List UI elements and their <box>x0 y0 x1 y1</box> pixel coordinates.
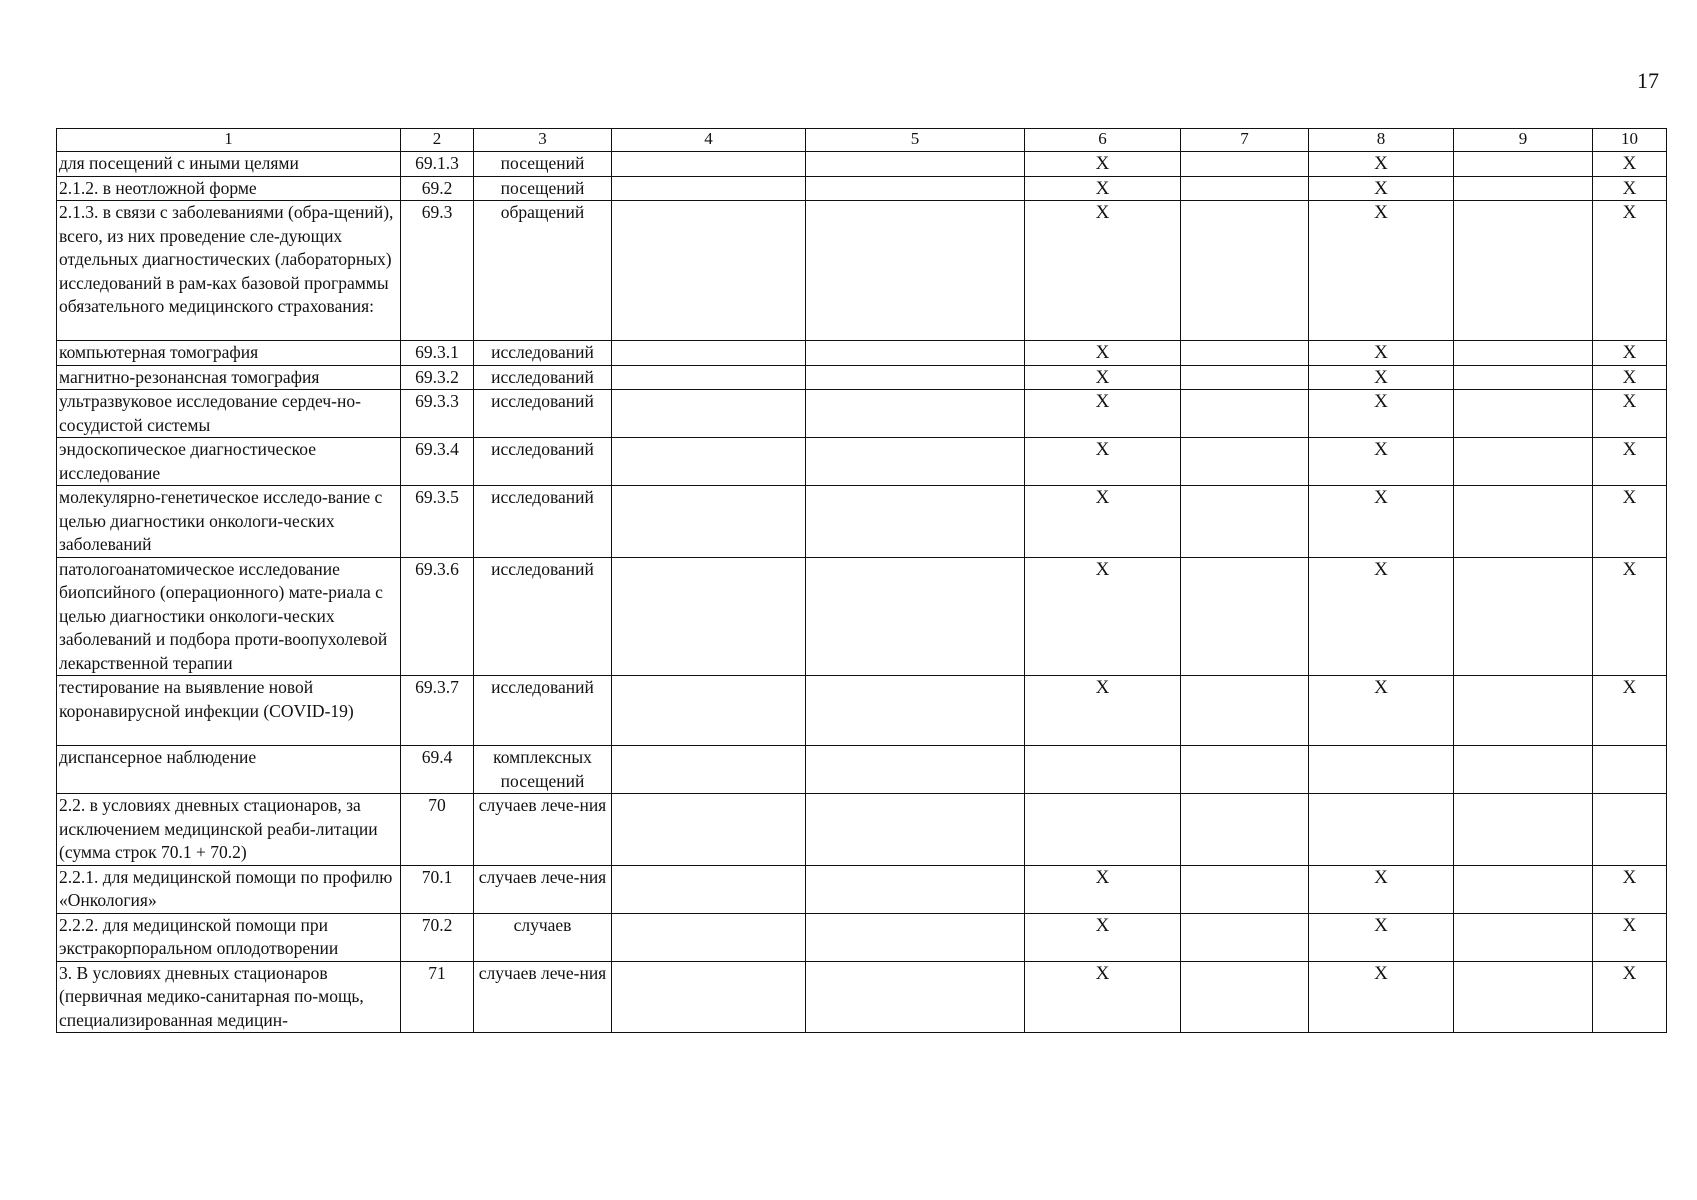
cell-name: 2.2.2. для медицинской помощи при экстракорпоральном оплодотворении <box>57 913 401 961</box>
cell-name: диспансерное наблюдение <box>57 746 401 794</box>
cell-unit: исследований <box>474 341 612 366</box>
cell-unit: исследований <box>474 676 612 746</box>
cell-col8: X <box>1309 486 1454 558</box>
cell-col5 <box>806 390 1025 438</box>
cell-col10 <box>1593 746 1667 794</box>
column-header-9: 9 <box>1454 129 1593 152</box>
cell-col7 <box>1181 746 1309 794</box>
cell-col7 <box>1181 365 1309 390</box>
cell-col8: X <box>1309 913 1454 961</box>
cell-code: 70 <box>401 794 474 866</box>
cell-col4 <box>612 746 806 794</box>
table-row <box>57 176 1667 201</box>
cell-col6: X <box>1025 201 1181 341</box>
column-header-7: 7 <box>1181 129 1309 152</box>
table-body <box>57 152 1667 1033</box>
cell-col8: X <box>1309 390 1454 438</box>
cell-code: 69.3.7 <box>401 676 474 746</box>
cell-unit: посещений <box>474 176 612 201</box>
cell-col10: X <box>1593 438 1667 486</box>
cell-col10: X <box>1593 865 1667 913</box>
cell-unit: посещений <box>474 152 612 177</box>
cell-col9 <box>1454 365 1593 390</box>
cell-col9 <box>1454 201 1593 341</box>
cell-col10: X <box>1593 390 1667 438</box>
cell-code: 69.3.1 <box>401 341 474 366</box>
table-row <box>57 676 1667 746</box>
cell-col9 <box>1454 438 1593 486</box>
cell-col6: X <box>1025 438 1181 486</box>
cell-code: 69.3 <box>401 201 474 341</box>
cell-col7 <box>1181 341 1309 366</box>
cell-col10 <box>1593 794 1667 866</box>
cell-unit: случаев лече-ния <box>474 961 612 1033</box>
cell-col5 <box>806 201 1025 341</box>
cell-col4 <box>612 176 806 201</box>
cell-col5 <box>806 794 1025 866</box>
cell-col8: X <box>1309 557 1454 676</box>
cell-col5 <box>806 961 1025 1033</box>
cell-col9 <box>1454 961 1593 1033</box>
cell-unit: обращений <box>474 201 612 341</box>
column-header-1: 1 <box>57 129 401 152</box>
cell-col9 <box>1454 746 1593 794</box>
cell-unit: исследований <box>474 365 612 390</box>
cell-code: 69.3.6 <box>401 557 474 676</box>
cell-col6 <box>1025 794 1181 866</box>
cell-col5 <box>806 486 1025 558</box>
cell-name: 3. В условиях дневных стационаров (первичная медико-санитарная по-мощь, специализированная медицин- <box>57 961 401 1033</box>
page-number: 17 <box>1637 68 1659 93</box>
cell-col9 <box>1454 152 1593 177</box>
cell-name: для посещений с иными целями <box>57 152 401 177</box>
cell-col6: X <box>1025 486 1181 558</box>
cell-name: 2.1.2. в неотложной форме <box>57 176 401 201</box>
cell-col7 <box>1181 176 1309 201</box>
cell-col9 <box>1454 486 1593 558</box>
cell-name: 2.1.3. в связи с заболеваниями (обра-щений), всего, из них проведение сле-дующих отдельных диагностических (лабораторных) исследований в рам-ках базовой программы обязательного медицинского страхования: <box>57 201 401 341</box>
cell-col5 <box>806 865 1025 913</box>
cell-unit: комплексных посещений <box>474 746 612 794</box>
cell-col8: X <box>1309 365 1454 390</box>
cell-name: эндоскопическое диагностическое исследование <box>57 438 401 486</box>
cell-col4 <box>612 676 806 746</box>
cell-col4 <box>612 201 806 341</box>
table-row <box>57 486 1667 558</box>
cell-col5 <box>806 913 1025 961</box>
column-header-6: 6 <box>1025 129 1181 152</box>
cell-col10: X <box>1593 176 1667 201</box>
cell-col7 <box>1181 390 1309 438</box>
cell-name: 2.2. в условиях дневных стационаров, за исключением медицинской реаби-литации (сумма строк 70.1 + 70.2) <box>57 794 401 866</box>
cell-col8 <box>1309 746 1454 794</box>
cell-unit: исследований <box>474 390 612 438</box>
cell-col10: X <box>1593 961 1667 1033</box>
cell-unit: исследований <box>474 438 612 486</box>
cell-col9 <box>1454 794 1593 866</box>
cell-col8: X <box>1309 341 1454 366</box>
column-header-4: 4 <box>612 129 806 152</box>
table-row <box>57 390 1667 438</box>
cell-col9 <box>1454 557 1593 676</box>
table-row <box>57 961 1667 1033</box>
cell-code: 69.4 <box>401 746 474 794</box>
cell-col5 <box>806 365 1025 390</box>
cell-col4 <box>612 794 806 866</box>
cell-code: 69.3.4 <box>401 438 474 486</box>
cell-col8: X <box>1309 152 1454 177</box>
cell-col6: X <box>1025 865 1181 913</box>
cell-unit: случаев <box>474 913 612 961</box>
cell-col5 <box>806 557 1025 676</box>
cell-col4 <box>612 557 806 676</box>
cell-code: 70.1 <box>401 865 474 913</box>
cell-col4 <box>612 341 806 366</box>
cell-col8: X <box>1309 438 1454 486</box>
cell-col5 <box>806 746 1025 794</box>
cell-name: ультразвуковое исследование сердеч-но-сосудистой системы <box>57 390 401 438</box>
cell-code: 69.3.2 <box>401 365 474 390</box>
cell-col7 <box>1181 676 1309 746</box>
cell-col8: X <box>1309 865 1454 913</box>
data-table <box>56 128 1667 1033</box>
cell-col6: X <box>1025 152 1181 177</box>
cell-col7 <box>1181 961 1309 1033</box>
cell-col4 <box>612 913 806 961</box>
cell-col7 <box>1181 486 1309 558</box>
table-row <box>57 913 1667 961</box>
cell-col9 <box>1454 341 1593 366</box>
cell-col9 <box>1454 676 1593 746</box>
table-row <box>57 201 1667 341</box>
cell-name: тестирование на выявление новой коронавирусной инфекции (COVID-19) <box>57 676 401 746</box>
cell-name: молекулярно-генетическое исследо-вание с целью диагностики онкологи-ческих заболеваний <box>57 486 401 558</box>
cell-name: магнитно-резонансная томография <box>57 365 401 390</box>
cell-name: компьютерная томография <box>57 341 401 366</box>
cell-code: 69.3.3 <box>401 390 474 438</box>
cell-col4 <box>612 486 806 558</box>
cell-col5 <box>806 152 1025 177</box>
cell-col8: X <box>1309 676 1454 746</box>
cell-col9 <box>1454 176 1593 201</box>
cell-col5 <box>806 438 1025 486</box>
cell-col7 <box>1181 201 1309 341</box>
cell-col6: X <box>1025 913 1181 961</box>
cell-col10: X <box>1593 152 1667 177</box>
cell-col10: X <box>1593 486 1667 558</box>
cell-col4 <box>612 152 806 177</box>
cell-col5 <box>806 341 1025 366</box>
cell-col9 <box>1454 390 1593 438</box>
cell-col7 <box>1181 152 1309 177</box>
cell-col6: X <box>1025 557 1181 676</box>
cell-col6: X <box>1025 176 1181 201</box>
cell-col4 <box>612 961 806 1033</box>
column-header-5: 5 <box>806 129 1025 152</box>
cell-col7 <box>1181 913 1309 961</box>
cell-col4 <box>612 438 806 486</box>
cell-unit: исследований <box>474 557 612 676</box>
cell-col10: X <box>1593 201 1667 341</box>
column-header-3: 3 <box>474 129 612 152</box>
cell-code: 69.2 <box>401 176 474 201</box>
table-row <box>57 152 1667 177</box>
cell-code: 70.2 <box>401 913 474 961</box>
cell-col9 <box>1454 865 1593 913</box>
cell-col8: X <box>1309 176 1454 201</box>
cell-col4 <box>612 365 806 390</box>
cell-col6 <box>1025 746 1181 794</box>
cell-code: 71 <box>401 961 474 1033</box>
cell-col10: X <box>1593 913 1667 961</box>
column-header-8: 8 <box>1309 129 1454 152</box>
cell-col10: X <box>1593 365 1667 390</box>
cell-col6: X <box>1025 390 1181 438</box>
table-row <box>57 557 1667 676</box>
table-row <box>57 438 1667 486</box>
table-row <box>57 746 1667 794</box>
cell-col5 <box>806 176 1025 201</box>
column-header-2: 2 <box>401 129 474 152</box>
cell-col6: X <box>1025 341 1181 366</box>
cell-col10: X <box>1593 676 1667 746</box>
cell-col8: X <box>1309 201 1454 341</box>
cell-col5 <box>806 676 1025 746</box>
cell-code: 69.1.3 <box>401 152 474 177</box>
column-header-10: 10 <box>1593 129 1667 152</box>
cell-name: патологоанатомическое исследование биопсийного (операционного) мате-риала с целью диагностики онкологи-ческих заболеваний и подбора проти-воопухолевой лекарственной терапии <box>57 557 401 676</box>
cell-col8: X <box>1309 961 1454 1033</box>
cell-col10: X <box>1593 557 1667 676</box>
cell-col10: X <box>1593 341 1667 366</box>
cell-col6: X <box>1025 365 1181 390</box>
table-row <box>57 865 1667 913</box>
table-row <box>57 341 1667 366</box>
cell-code: 69.3.5 <box>401 486 474 558</box>
cell-col8 <box>1309 794 1454 866</box>
cell-col4 <box>612 390 806 438</box>
cell-col7 <box>1181 438 1309 486</box>
cell-unit: исследований <box>474 486 612 558</box>
table-row <box>57 794 1667 866</box>
cell-unit: случаев лече-ния <box>474 794 612 866</box>
cell-col6: X <box>1025 961 1181 1033</box>
cell-col9 <box>1454 913 1593 961</box>
cell-col4 <box>612 865 806 913</box>
table-row <box>57 365 1667 390</box>
cell-col7 <box>1181 557 1309 676</box>
cell-col7 <box>1181 794 1309 866</box>
cell-col7 <box>1181 865 1309 913</box>
cell-name: 2.2.1. для медицинской помощи по профилю «Онкология» <box>57 865 401 913</box>
cell-col6: X <box>1025 676 1181 746</box>
header-row <box>57 129 1667 152</box>
cell-unit: случаев лече-ния <box>474 865 612 913</box>
